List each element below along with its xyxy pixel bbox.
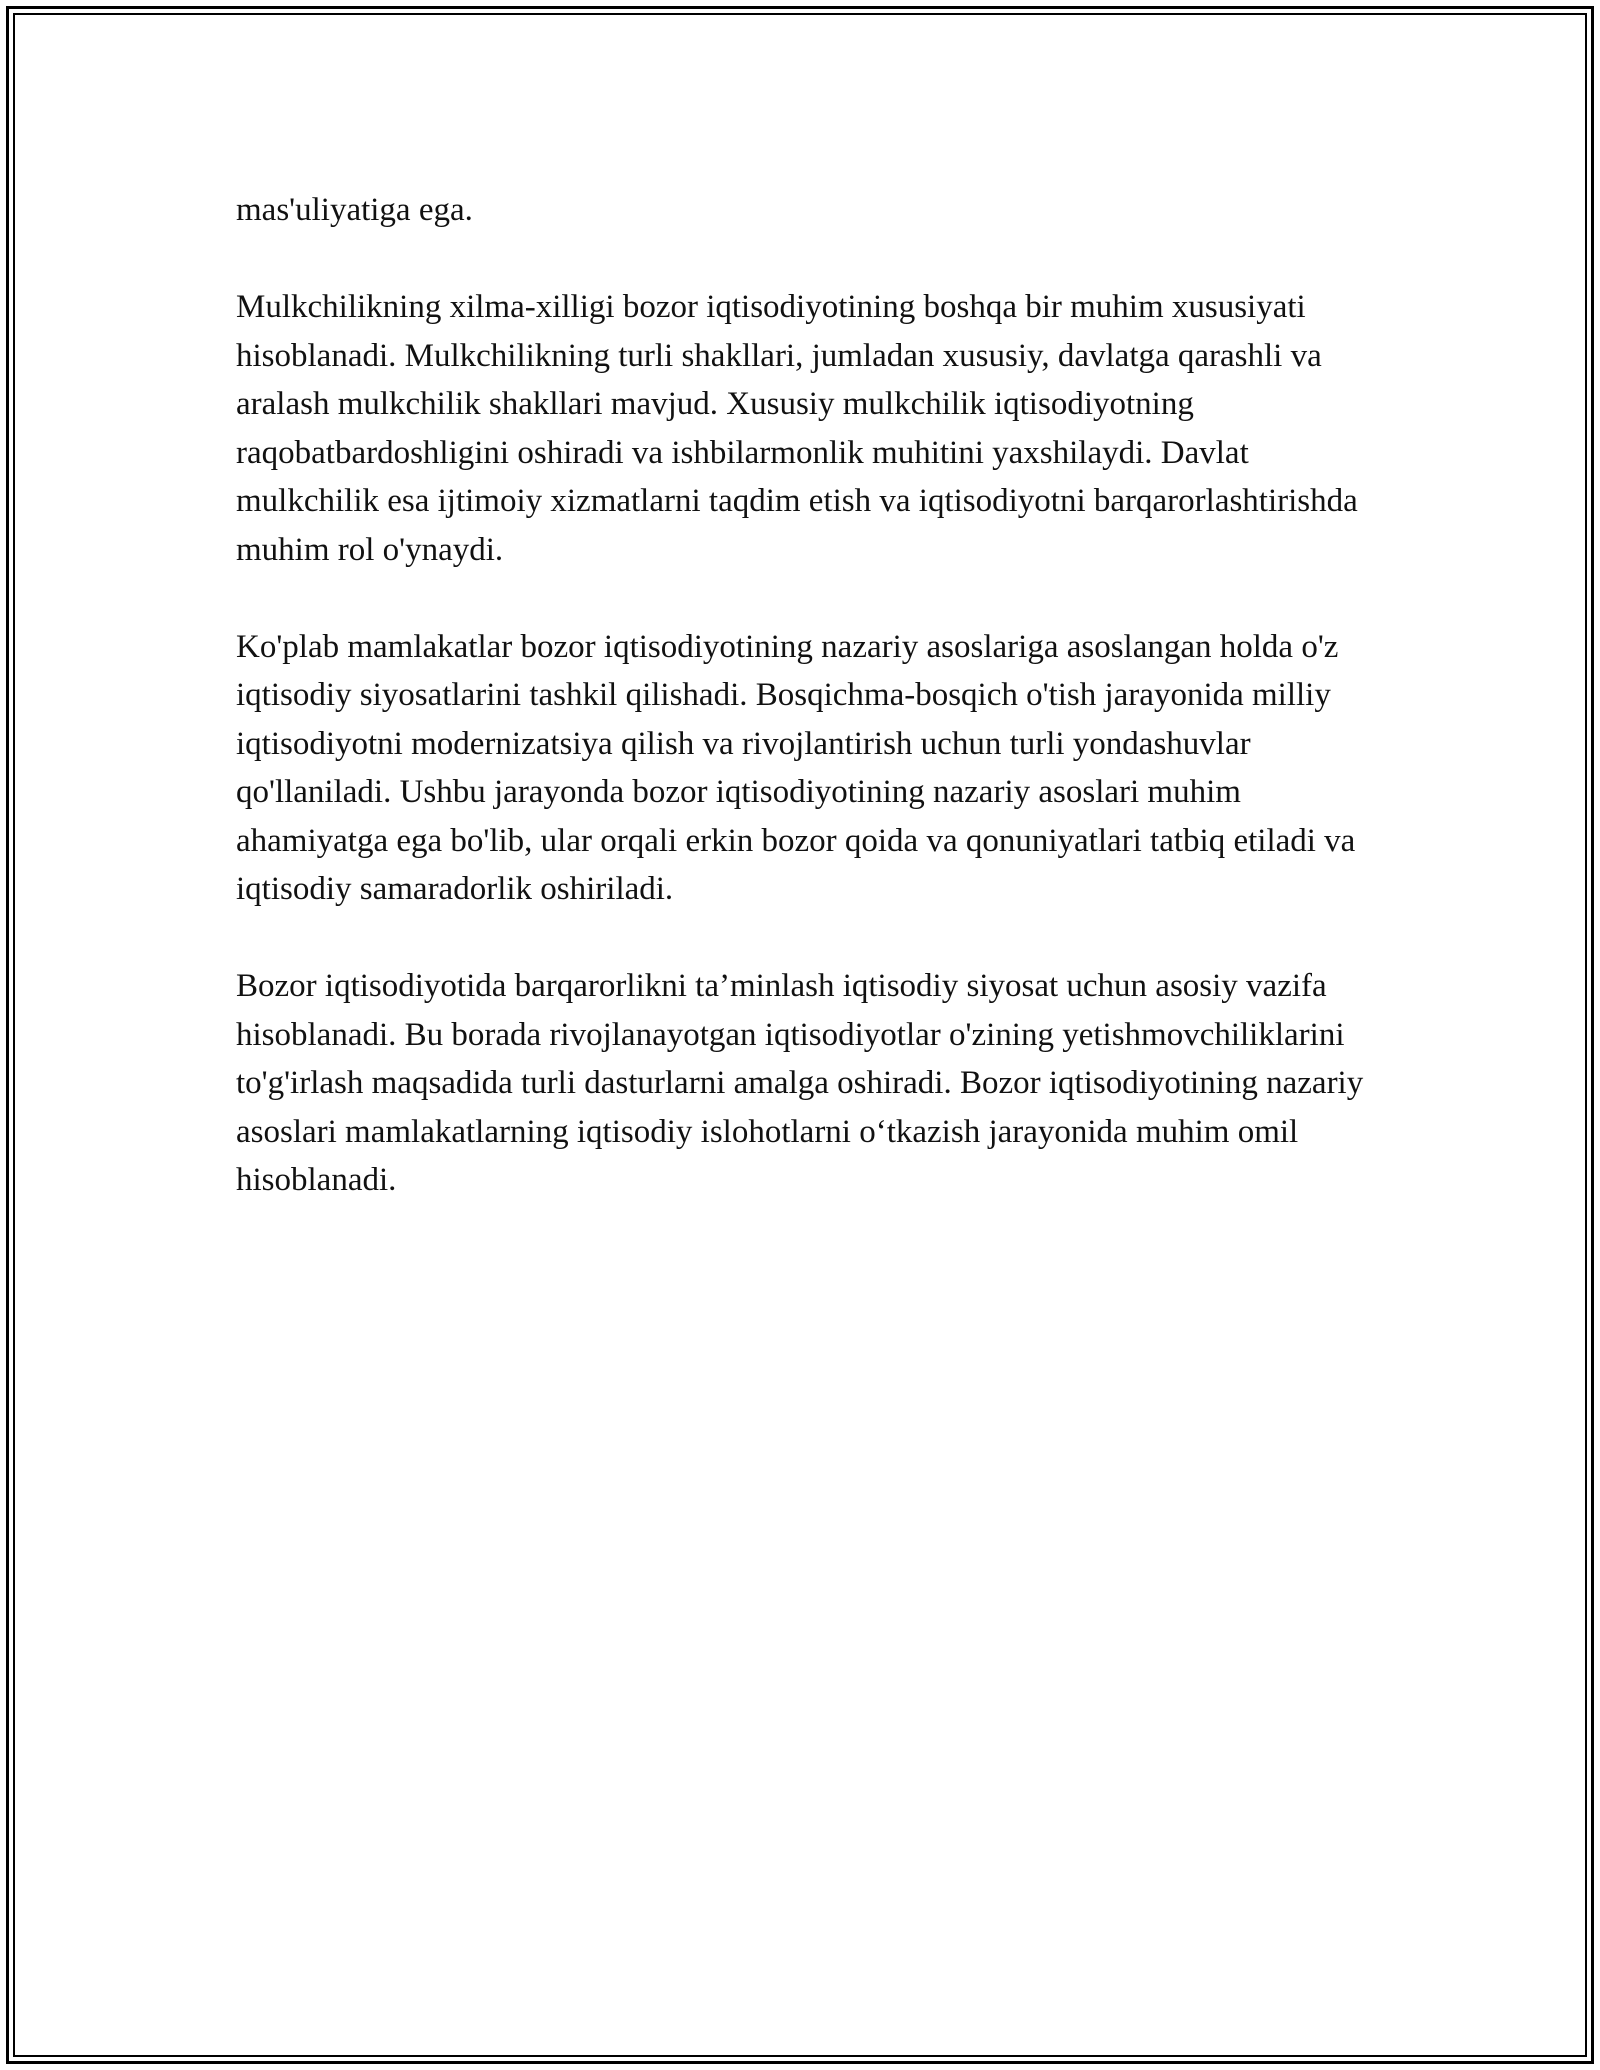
paragraph-continuation: mas'uliyatiga ega. (236, 192, 473, 228)
paragraph-economic-policy: Ko'plab mamlakatlar bozor iqtisodiyotining nazariy asoslariga asoslangan holda o'z iqtisodiy siyosatlarini tashkil qilishadi. Bosqichma-bosqich o'tish jarayonida milliy iqtisodiyotni modernizatsiya qilish va rivojlantirish uchun turli yondashuvlar qo'llaniladi. Ushbu jarayonda bozor iqtisodiyotining nazariy asoslari muhim ahamiyatga ega bo'lib, ular orqali erkin bozor qoida va qonuniyatlari tatbiq etiladi va iqtisodiy samaradorlik oshiriladi. (236, 628, 1356, 907)
document-body (236, 186, 1366, 1205)
paragraph-stability: Bozor iqtisodiyotida barqarorlikni ta’minlash iqtisodiy siyosat uchun asosiy vazifa hisoblanadi. Bu borada rivojlanayotgan iqtisodiyotlar o'zining yetishmovchiliklarini to'g'irlash maqsadida turli dasturlarni amalga oshiradi. Bozor iqtisodiyotining nazariy asoslari mamlakatlarning iqtisodiy islohotlarni o‘tkazish jarayonida muhim omil hisoblanadi. (236, 968, 1364, 1198)
paragraph-ownership-diversity: Mulkchilikning xilma-xilligi bozor iqtisodiyotining boshqa bir muhim xususiyati hisoblanadi. Mulkchilikning turli shakllari, jumladan xususiy, davlatga qarashli va aralash mulkchilik shakllari mavjud. Xususiy mulkchilik iqtisodiyotning raqobatbardoshligini oshiradi va ishbilarmonlik muhitini yaxshilaydi. Davlat mulkchilik esa ijtimoiy xizmatlarni taqdim etish va iqtisodiyotni barqarorlashtirishda muhim rol o'ynaydi. (236, 289, 1358, 568)
